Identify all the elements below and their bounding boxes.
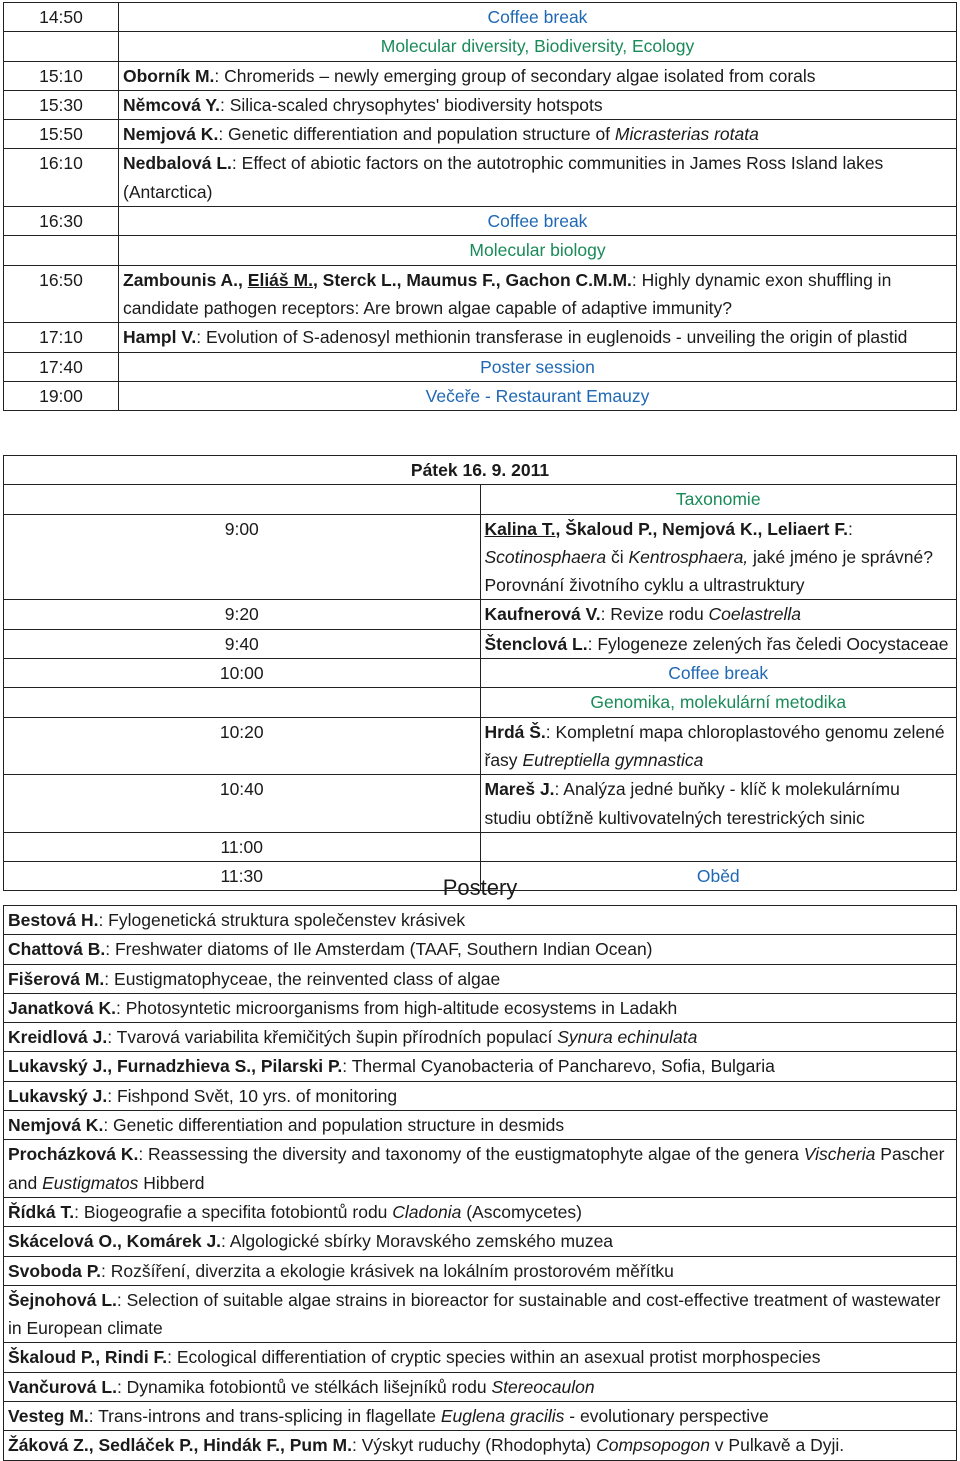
author-name: Hampl V. <box>123 327 197 348</box>
title-text: : Eustigmatophyceae, the reinvented class of algae <box>104 968 501 989</box>
talk-row <box>4 149 957 207</box>
title-text: : Trans-introns and trans-splicing in flagellate <box>88 1406 441 1427</box>
time-cell: 10:40 <box>4 775 481 833</box>
author-name: , Sterck L., Maumus F., Gachon C.M.M. <box>312 269 632 290</box>
title-text: Pascher and <box>8 1144 945 1193</box>
title-text: : Algologické sbírky Moravského zemského muzea <box>221 1231 614 1252</box>
taxon-name: Euglena gracilis <box>440 1406 565 1427</box>
author-name: Zambounis A., <box>123 269 248 290</box>
title-text: : Silica-scaled chrysophytes' biodiversity hotspots <box>219 94 603 115</box>
talk-row <box>4 265 957 323</box>
taxon-name: Coelastrella <box>708 604 801 625</box>
poster-row <box>4 993 957 1022</box>
time-cell-empty <box>4 32 119 61</box>
talk-row <box>4 514 957 600</box>
title-text: (Ascomycetes) <box>461 1201 582 1222</box>
time-cell-empty <box>4 688 481 717</box>
talk-cell <box>119 61 957 90</box>
poster-entry <box>4 1111 957 1140</box>
poster-entry <box>4 1343 957 1372</box>
schedule-day1-table <box>3 2 957 411</box>
talk-row <box>4 629 957 658</box>
title-text: v Pulkavě a Dyji. <box>709 1435 845 1456</box>
time-cell-empty <box>4 485 481 514</box>
talk-cell <box>480 514 957 600</box>
author-name: Skácelová O., Komárek J. <box>8 1231 222 1252</box>
poster-entry <box>4 1227 957 1256</box>
title-text: : Thermal Cyanobacteria of Pancharevo, Sofia, Bulgaria <box>342 1056 775 1077</box>
section-title: Taxonomie <box>480 485 957 514</box>
poster-row <box>4 1402 957 1431</box>
title-text: : Kompletní mapa chloroplastového genomu zelené řasy <box>484 721 945 770</box>
poster-entry <box>4 1372 957 1401</box>
taxon-name: Cladonia <box>392 1201 462 1222</box>
author-name: Procházková K. <box>8 1144 139 1165</box>
time-cell: 9:20 <box>4 600 481 629</box>
poster-row <box>4 1197 957 1226</box>
poster-entry <box>4 1431 957 1460</box>
break-row <box>4 381 957 410</box>
talk-cell <box>119 120 957 149</box>
author-name: Škaloud P. <box>565 518 653 539</box>
poster-entry <box>4 935 957 964</box>
talk-row <box>4 61 957 90</box>
author-name: Vesteg M. <box>8 1406 89 1427</box>
title-text: : Reassessing the diversity and taxonomy of the eustigmatophyte algae of the genera <box>138 1144 804 1165</box>
talk-cell <box>480 717 957 775</box>
posters-title: Postery <box>442 875 518 900</box>
break-label: Oběd <box>480 862 957 891</box>
title-text: : Tvarová variabilita křemičitých šupin přírodních populací <box>107 1027 558 1048</box>
talk-cell <box>119 90 957 119</box>
time-cell: 16:50 <box>4 265 119 323</box>
author-name: Chattová B. <box>8 939 106 960</box>
title-text: : Genetic differentiation and population structure of <box>218 124 615 145</box>
poster-row <box>4 964 957 993</box>
title-text: : Highly dynamic exon shuffling in candidate pathogen receptors: Are brown algae capable of adaptive immunity? <box>123 269 892 318</box>
poster-row <box>4 1256 957 1285</box>
time-cell: 19:00 <box>4 381 119 410</box>
poster-entry <box>4 1140 957 1198</box>
title-text: jaké jméno je správné? Porovnání životního cyklu a ultrastruktury <box>484 546 933 596</box>
author-name: Fišerová M. <box>8 968 105 989</box>
break-label: Coffee break <box>480 659 957 688</box>
poster-entry <box>4 993 957 1022</box>
poster-row <box>4 906 957 935</box>
title-text: : Výskyt ruduchy (Rhodophyta) <box>351 1435 597 1456</box>
poster-row <box>4 1285 957 1343</box>
title-text: : Freshwater diatoms of Ile Amsterdam (TAAF, Southern Indian Ocean) <box>105 939 653 960</box>
title-text: : Genetic differentiation and population structure in desmids <box>103 1115 565 1136</box>
section-row <box>4 236 957 265</box>
author-name: Kalina T. <box>484 518 556 539</box>
author-name: Němcová Y. <box>123 94 220 115</box>
poster-row <box>4 935 957 964</box>
poster-row <box>4 1140 957 1198</box>
break-label: Coffee break <box>119 207 957 236</box>
title-text: - evolutionary perspective <box>564 1406 769 1427</box>
time-cell: 17:10 <box>4 323 119 352</box>
title-text: : Fishpond Svět, 10 yrs. of monitoring <box>107 1085 398 1106</box>
title-text: či <box>606 546 629 567</box>
author-name: Oborník M. <box>123 65 215 86</box>
poster-row <box>4 1111 957 1140</box>
poster-row <box>4 1023 957 1052</box>
time-cell-empty <box>4 236 119 265</box>
author-name: Šejnohová L. <box>8 1289 117 1310</box>
taxon-name: Micrasterias rotata <box>614 124 759 145</box>
author-name: , Nemjová K., Leliaert F. <box>652 518 848 539</box>
author-name: Eliáš M. <box>247 269 313 290</box>
talk-row <box>4 775 957 833</box>
talk-cell <box>480 775 957 833</box>
time-cell: 11:30 <box>4 862 481 891</box>
title-text: : Rozšíření, diverzita a ekologie krásivek na lokálním prostorovém měřítku <box>101 1260 674 1281</box>
time-cell: 16:10 <box>4 149 119 207</box>
poster-entry <box>4 1023 957 1052</box>
title-text: : Fylogeneze zelených řas čeledi Oocystaceae <box>587 633 949 654</box>
author-name: Lukavský J. <box>8 1085 108 1106</box>
break-row <box>4 3 957 32</box>
poster-entry <box>4 906 957 935</box>
author-name: Kaufnerová V. <box>484 604 601 625</box>
author-name: Svoboda P. <box>8 1260 102 1281</box>
title-text: : Dynamika fotobiontů ve stélkách lišejníků rodu <box>116 1376 492 1397</box>
talk-cell <box>119 149 957 207</box>
talk-row <box>4 832 957 861</box>
author-name: Nedbalová L. <box>123 153 232 174</box>
talk-row <box>4 600 957 629</box>
poster-entry <box>4 1081 957 1110</box>
break-row <box>4 659 957 688</box>
author-name: Řídká T. <box>8 1201 75 1222</box>
title-text: : Revize rodu <box>600 604 709 625</box>
title-text: : Evolution of S-adenosyl methionin transferase in euglenoids - unveiling the origin of plastid <box>196 327 908 348</box>
day-heading-row <box>4 456 957 485</box>
poster-row <box>4 1372 957 1401</box>
section-row <box>4 32 957 61</box>
title-text: : Photosyntetic microorganisms from high-altitude ecosystems in Ladakh <box>115 997 678 1018</box>
poster-entry <box>4 964 957 993</box>
break-label: Coffee break <box>119 3 957 32</box>
title-text: Hibberd <box>138 1172 205 1193</box>
talk-cell <box>480 600 957 629</box>
poster-row <box>4 1227 957 1256</box>
author-name: , <box>555 518 566 539</box>
break-label: Večeře - Restaurant Emauzy <box>119 381 957 410</box>
taxon-name: Vischeria <box>803 1144 876 1165</box>
posters-table <box>3 905 957 1461</box>
talk-cell <box>480 629 957 658</box>
author-name: Mareš J. <box>484 779 555 800</box>
author-name: Lukavský J., Furnadzhieva S., Pilarski P. <box>8 1056 343 1077</box>
taxon-name: Compsopogon <box>596 1435 710 1456</box>
author-name: Vančurová L. <box>8 1376 117 1397</box>
section-title: Molecular diversity, Biodiversity, Ecology <box>119 32 957 61</box>
talk-row <box>4 717 957 775</box>
poster-entry <box>4 1285 957 1343</box>
title-text: : Selection of suitable algae strains in bioreactor for sustainable and cost-effective treatment of wastewater in European climate <box>8 1289 941 1339</box>
day-heading: Pátek 16. 9. 2011 <box>4 456 957 485</box>
time-cell: 11:00 <box>4 832 481 861</box>
talk-cell <box>119 265 957 323</box>
title-text: : Ecological differentiation of cryptic species within an asexual protist morphospecies <box>167 1347 821 1368</box>
poster-entry <box>4 1256 957 1285</box>
title-text: : Effect of abiotic factors on the autotrophic communities in James Ross Island lakes (Antarctica) <box>123 153 884 202</box>
poster-row <box>4 1431 957 1460</box>
time-cell: 16:30 <box>4 207 119 236</box>
poster-row <box>4 1052 957 1081</box>
time-cell: 15:10 <box>4 61 119 90</box>
break-label: Poster session <box>119 352 957 381</box>
time-cell: 14:50 <box>4 3 119 32</box>
author-name: Štenclová L. <box>484 633 588 654</box>
time-cell: 9:00 <box>4 514 481 600</box>
poster-entry <box>4 1402 957 1431</box>
time-cell: 9:40 <box>4 629 481 658</box>
taxon-name: Eutreptiella gymnastica <box>522 749 704 770</box>
break-row <box>4 352 957 381</box>
taxon-name: Eustigmatos <box>42 1172 139 1193</box>
author-name: Hrdá Š. <box>484 721 546 742</box>
author-name: Janatková K. <box>8 997 116 1018</box>
taxon-name: Kentrosphaera, <box>628 546 749 567</box>
title-text: : Fylogenetická struktura společenstev krásivek <box>98 910 466 930</box>
time-cell: 17:40 <box>4 352 119 381</box>
talk-row <box>4 120 957 149</box>
talk-row <box>4 90 957 119</box>
author-name: Nemjová K. <box>123 124 219 145</box>
section-row <box>4 485 957 514</box>
taxon-name: Stereocaulon <box>491 1376 595 1397</box>
talk-cell <box>119 323 957 352</box>
taxon-name: Scotinosphaera <box>484 546 607 567</box>
author-name: Bestová H. <box>8 910 99 930</box>
section-title: Genomika, molekulární metodika <box>480 688 957 717</box>
author-name: Nemjová K. <box>8 1115 104 1136</box>
break-row <box>4 207 957 236</box>
poster-entry <box>4 1052 957 1081</box>
poster-row <box>4 1081 957 1110</box>
title-text: : Biogeografie a specifita fotobiontů rodu <box>74 1201 393 1222</box>
schedule-day2-table <box>3 455 957 891</box>
time-cell: 15:50 <box>4 120 119 149</box>
title-text: : Analýza jedné buňky - klíč k molekulárnímu studiu obtížně kultivovatelných terestrických sinic <box>484 779 900 828</box>
author-name: Kreidlová J. <box>8 1027 108 1048</box>
talk-row <box>4 323 957 352</box>
time-cell: 10:00 <box>4 659 481 688</box>
time-cell: 15:30 <box>4 90 119 119</box>
section-row <box>4 688 957 717</box>
poster-entry <box>4 1197 957 1226</box>
taxon-name: Synura echinulata <box>557 1027 698 1048</box>
talk-cell <box>480 832 957 861</box>
author-name: Žáková Z., Sedláček P., Hindák F., Pum M. <box>8 1435 352 1456</box>
poster-row <box>4 1343 957 1372</box>
author-name: Škaloud P., Rindi F. <box>8 1347 168 1368</box>
title-text: : Chromerids – newly emerging group of secondary algae isolated from corals <box>214 65 816 86</box>
time-cell: 10:20 <box>4 717 481 775</box>
section-title: Molecular biology <box>119 236 957 265</box>
title-text: : <box>847 518 853 539</box>
